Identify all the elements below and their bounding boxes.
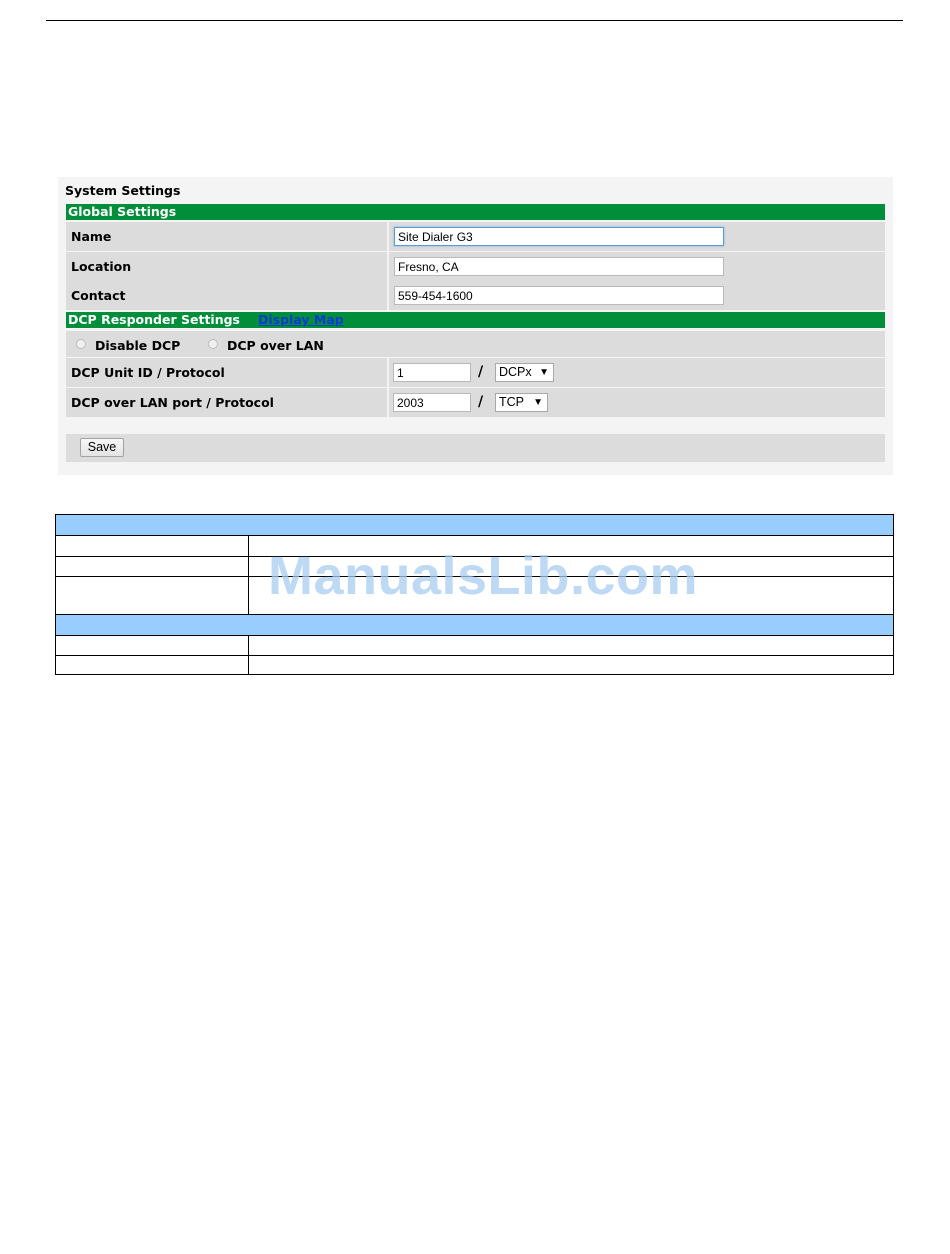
watermark: ManualsLib.com [268,546,699,606]
contact-input[interactable] [394,286,724,305]
lan-protocol-select[interactable] [495,393,548,412]
dcp-responder-header [66,312,885,328]
page-top-rule [46,20,903,21]
lan-protocol-value: TCP [499,395,524,409]
location-label: Location [66,252,387,281]
dcp-lan-port-label: DCP over LAN port / Protocol [66,388,387,417]
dcp-over-lan-label: DCP over LAN [227,338,324,353]
table-cell [56,557,249,576]
table-row [56,655,893,674]
display-map-link[interactable]: Display Map [258,312,344,327]
table-row [56,635,893,655]
table-cell [56,577,249,614]
disable-dcp-radio[interactable] [76,339,86,349]
contact-row [66,281,885,310]
location-input[interactable] [394,257,724,276]
dcp-mode-row [66,331,885,357]
table-cell [56,636,249,655]
chevron-down-icon: ▼ [533,397,543,408]
chevron-down-icon: ▼ [539,367,549,378]
table-header-band [56,615,893,635]
global-settings-title: Global Settings [68,204,177,219]
dcp-protocol-select[interactable] [495,363,554,382]
name-value-cell [389,222,885,251]
unit-id-separator: / [478,364,484,380]
panel-title: System Settings [65,183,181,198]
location-value-cell [389,252,885,281]
global-settings-header [66,204,885,220]
dcp-unit-id-label: DCP Unit ID / Protocol [66,358,387,387]
table-cell [56,656,249,674]
dcp-lan-port-row [66,388,885,417]
lan-port-separator: / [478,394,484,410]
dcp-over-lan-radio[interactable] [208,339,218,349]
contact-label: Contact [66,281,387,310]
name-label: Name [66,222,387,251]
dcp-unit-id-input[interactable] [393,363,471,382]
dcp-unit-id-row [66,358,885,387]
save-button[interactable]: Save [80,438,124,457]
contact-value-cell [389,281,885,310]
disable-dcp-label: Disable DCP [95,338,181,353]
dcp-responder-title: DCP Responder Settings [68,312,240,327]
name-row [66,222,885,251]
table-header-band [56,515,893,535]
dcp-unit-id-value-cell [389,358,885,387]
dcp-protocol-value: DCPx [499,365,532,379]
name-input[interactable] [394,227,724,246]
save-bar [66,434,885,462]
table-cell [56,536,249,556]
system-settings-panel [58,177,893,475]
location-row [66,252,885,281]
dcp-lan-port-input[interactable] [393,393,471,412]
dcp-lan-port-value-cell [389,388,885,417]
